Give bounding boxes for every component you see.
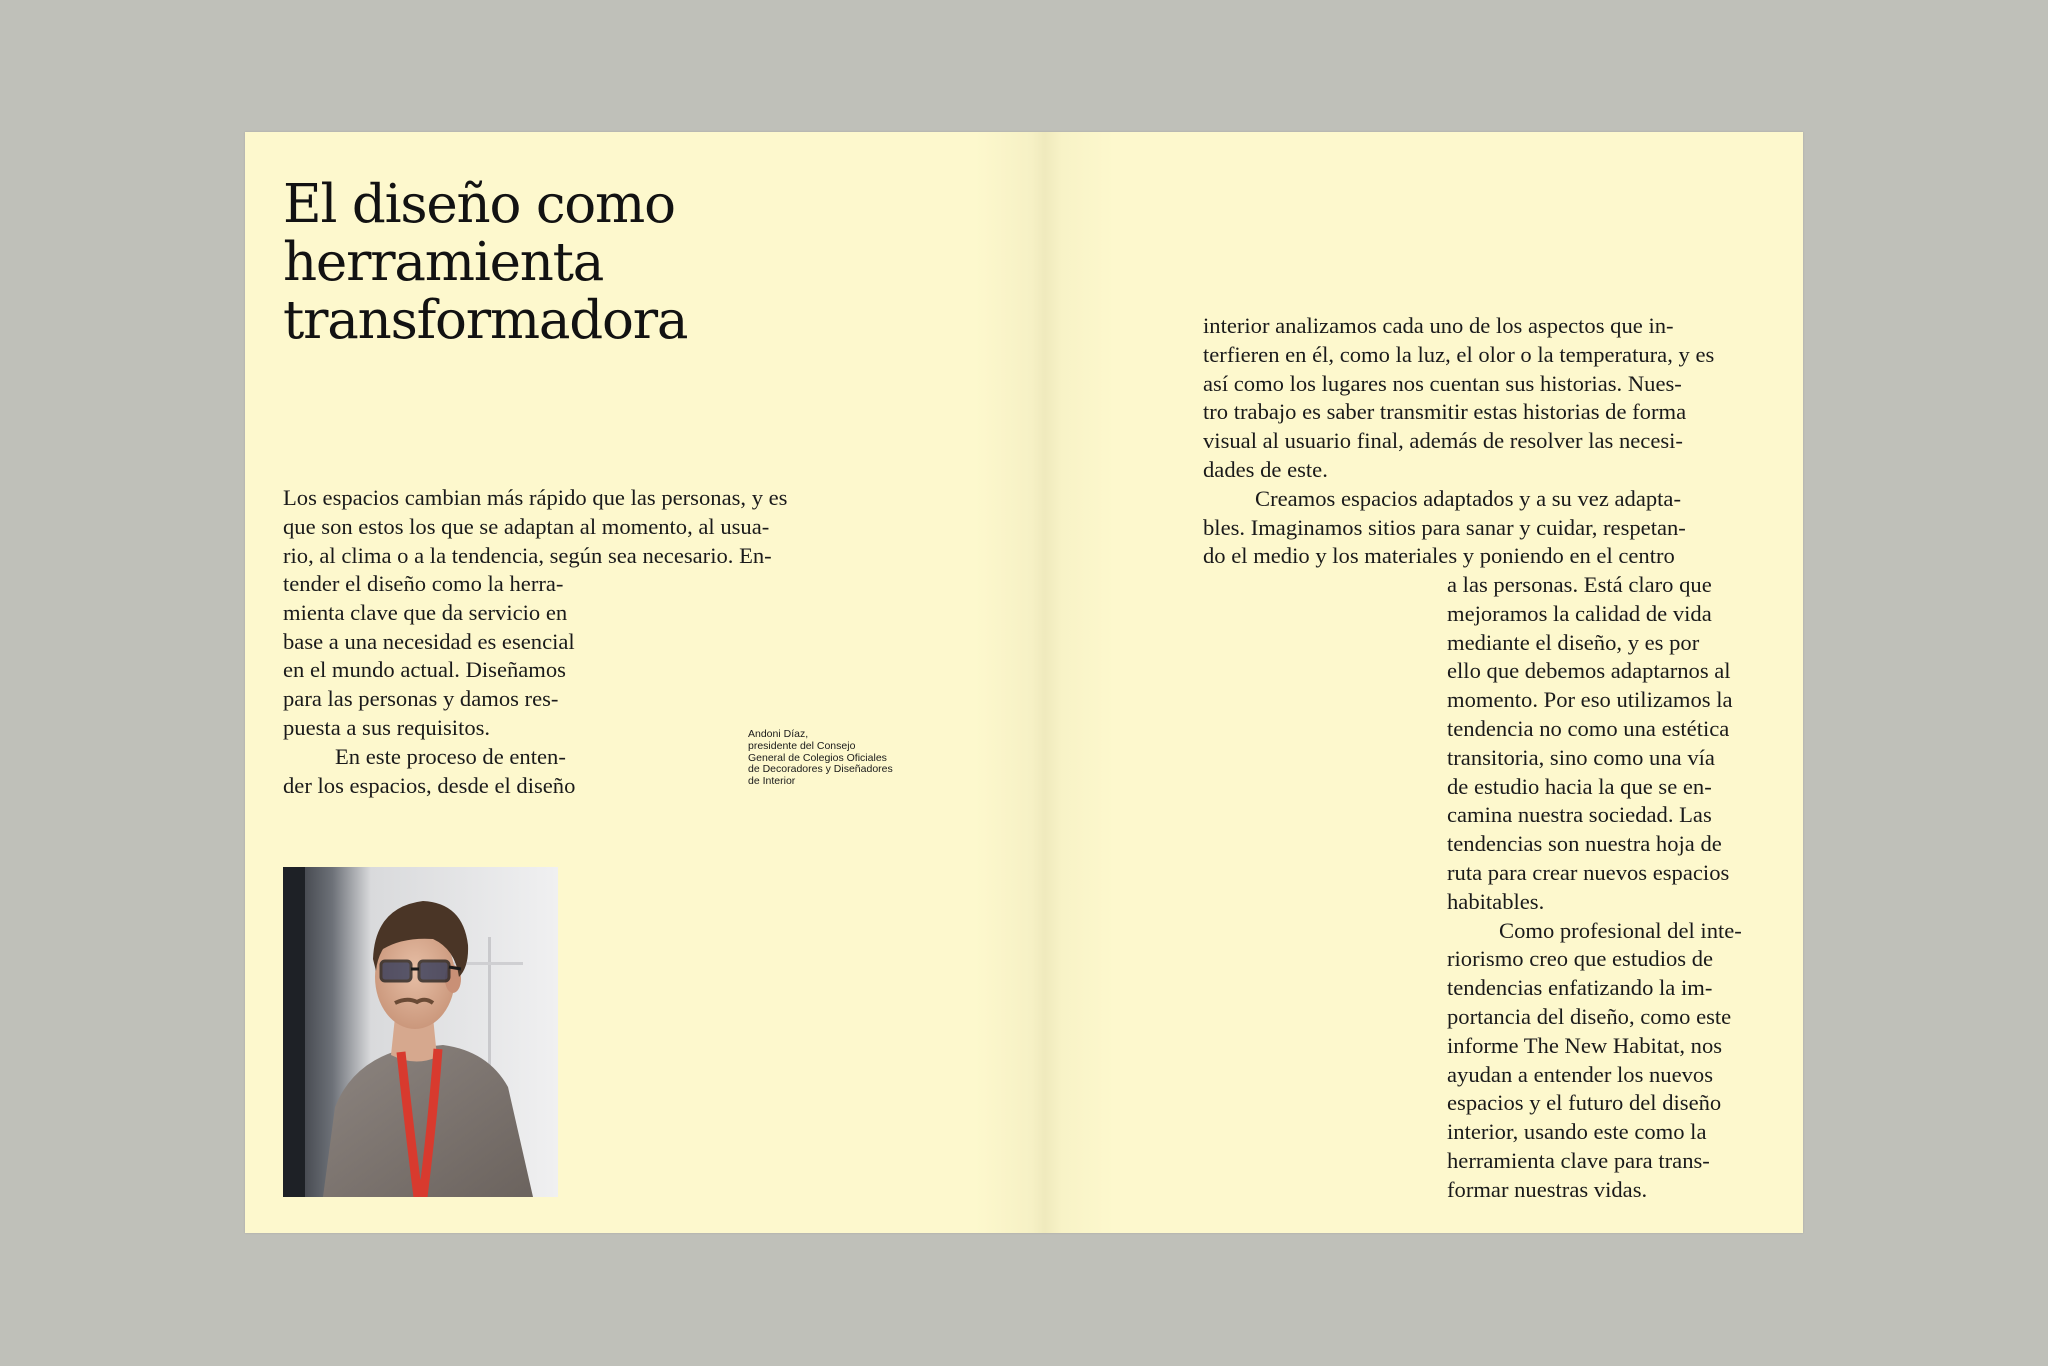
left-narrow-column (283, 570, 619, 800)
text-line: ello que debemos adaptarnos al (1447, 658, 1731, 684)
text-line: tendencias enfatizando la im- (1447, 975, 1713, 1001)
text-line: ruta para crear nuevos espacios (1447, 859, 1730, 885)
caption-line: General de Colegios Oficiales (748, 751, 887, 764)
caption-line: de Decoradores y Diseñadores (748, 763, 893, 776)
text-line: puesta a sus requisitos. (283, 714, 491, 740)
title-line: herramienta (283, 232, 604, 293)
text-line: de estudio hacia la que se en- (1447, 773, 1712, 799)
text-line: base a una necesidad es esencial (283, 628, 575, 654)
text-line: tender el diseño como la herra- (283, 571, 564, 596)
article-title (283, 176, 883, 350)
intro-paragraph (283, 484, 865, 570)
text-line: tendencias son nuestra hoja de (1447, 831, 1722, 857)
text-line: en el mundo actual. Diseñamos (283, 657, 566, 683)
text-line: ayudan a entender los nuevos (1447, 1061, 1714, 1087)
text-line: tendencia no como una estética (1447, 715, 1730, 741)
right-wide-column (1203, 312, 1755, 571)
text-line: interior analizamos cada uno de los aspectos que in- (1203, 313, 1674, 338)
text-line: tro trabajo es saber transmitir estas historias de forma (1203, 399, 1687, 425)
text-line: informe The New Habitat, nos (1447, 1032, 1723, 1058)
magazine-spread (245, 132, 1803, 1233)
text-line: mediante el diseño, y es por (1447, 629, 1700, 655)
text-line: Creamos espacios adaptados y a su vez adapta- (1255, 485, 1681, 511)
caption-line: presidente del Consejo (748, 739, 856, 752)
text-line: para las personas y damos res- (283, 686, 559, 712)
left-page (245, 132, 1023, 1233)
text-line: a las personas. Está claro que (1447, 572, 1712, 597)
text-line: portancia del diseño, como este (1447, 1003, 1732, 1029)
text-line: visual al usuario final, además de resolver las necesi- (1203, 428, 1683, 454)
title-line: El diseño como (283, 174, 675, 235)
photo-caption (748, 729, 948, 788)
right-page (1023, 132, 1803, 1233)
text-line: der los espacios, desde el diseño (283, 772, 576, 798)
text-line: rio, al clima o a la tendencia, según sea necesario. En- (283, 542, 772, 568)
text-line: riorismo creo que estudios de (1447, 946, 1714, 972)
text-line: mienta clave que da servicio en (283, 599, 568, 625)
text-line: Los espacios cambian más rápido que las personas, y es (283, 485, 788, 510)
text-line: habitables. (1447, 888, 1545, 914)
title-line: transformadora (283, 290, 688, 351)
text-line: En este proceso de enten- (335, 743, 566, 769)
text-line: que son estos los que se adaptan al momento, al usua- (283, 513, 770, 539)
portrait-photo (283, 867, 558, 1197)
text-line: así como los lugares nos cuentan sus historias. Nues- (1203, 370, 1682, 396)
text-line: do el medio y los materiales y poniendo en el centro (1203, 543, 1675, 569)
text-line: espacios y el futuro del diseño (1447, 1090, 1722, 1116)
text-line: dades de este. (1203, 456, 1328, 482)
text-line: interior, usando este como la (1447, 1119, 1707, 1145)
text-line: herramienta clave para trans- (1447, 1147, 1710, 1173)
right-narrow-column (1447, 571, 1781, 1205)
text-line: Como profesional del inte- (1499, 917, 1742, 943)
text-line: mejoramos la calidad de vida (1447, 600, 1712, 626)
text-line: momento. Por eso utilizamos la (1447, 687, 1733, 713)
caption-line: de Interior (748, 775, 796, 788)
text-line: transitoria, sino como una vía (1447, 744, 1715, 770)
text-line: formar nuestras vidas. (1447, 1176, 1648, 1202)
caption-name: Andoni Díaz, (748, 728, 809, 740)
portrait-illustration (283, 867, 558, 1197)
text-line: camina nuestra sociedad. Las (1447, 802, 1712, 828)
text-line: terfieren en él, como la luz, el olor o la temperatura, y es (1203, 341, 1715, 367)
text-line: bles. Imaginamos sitios para sanar y cuidar, respetan- (1203, 514, 1686, 540)
